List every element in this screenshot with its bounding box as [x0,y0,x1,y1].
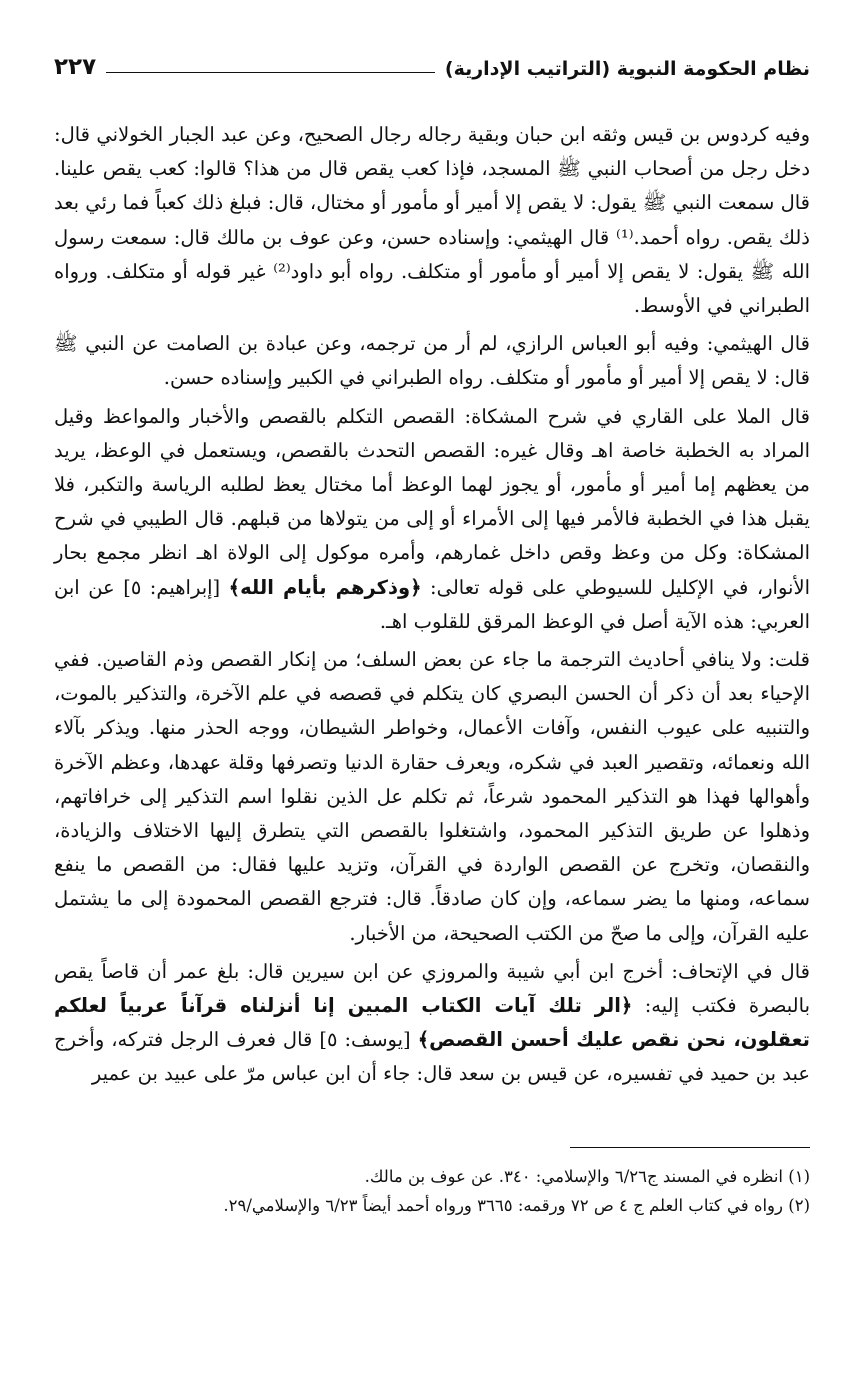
paragraph-3-text: قال الملا على القاري في شرح المشكاة: القصص التكلم بالقصص والأخبار والمواعظ وقيل المراد به الخطبة خاصة اهـ وقال غيره: القصص التحدث بالقصص، ويستعمل في الوعظ، يريد من يعظهم إما أمير أو مأمور، أو يجوز لهما الوعظ أما مختال يعظ لطلبه الرياسة والتكبر، فلا يقبل هذا في الخطبة فالأمر فيها إلى الأمراء أو إلى من يتولاها من قبلهم. قال الطيبي في شرح المشكاة: وكل من وعظ وقص داخل غمارهم، وأمره موكول إلى الولاة اهـ انظر مجمع بحار الأنوار، في الإكليل للسيوطي على قوله تعالى: [54,404,810,599]
footnote-rule [570,1147,810,1148]
quran-verse-ibrahim: ﴿وذكرهم بأيام الله﴾ [228,575,422,599]
paragraph-4: قلت: ولا ينافي أحاديث الترجمة ما جاء عن بعض السلف؛ من إنكار القصص وذم القاصين. ففي الإحياء بعد أن ذكر أن الحسن البصري كان يتكلم في قصصه في علم الآخرة، والتذكير بالموت، والتنبيه على عيوب النفس، وآفات الأعمال، وخواطر الشيطان، ووجه الحذر منها. ويذكر بآلاء الله ونعمائه، وتقصير العبد في شكره، ويعرف حقارة الدنيا وتصرفها وقلة عهدها، وعظم الآخرة وأهوالها فهذا هو التذكير المحمود شرعاً، ثم تكلم عل الذين نقلوا اسم التذكير إلى خرافاتهم، وذهلوا عن طريق التذكير المحمود، واشتغلوا بالقصص التي يتطرق إليها الاختلاف والزيادة، والنقصان، وتخرج عن القصص الواردة في القرآن، وتزيد عليها فقال: من القصص ما ينفع سماعه، ومنها ما يضر سماعه، وإن كان صادقاً. قال: فترجع القصص المحمودة إلى ما يشتمل عليه القرآن، وإلى ما صحّ من الكتب الصحيحة، من الأخبار. [54,648,810,945]
paragraph-5-text: قال في الإتحاف: أخرج ابن أبي شيبة والمروزي عن ابن سيرين قال: بلغ عمر أن قاصاً يقص بالبصرة فكتب إليه: [54,959,810,1018]
paragraph-5 [54,955,810,1092]
footnote-1: (١) انظره في المسند ج٦/٢٦ والإسلامي: ٣٤٠. عن عوف بن مالك. [364,1167,810,1186]
footnotes [54,1162,810,1220]
footnote-2: (٢) رواه في كتاب العلم ج ٤ ص ٧٢ ورقمه: ٣٦٦٥ ورواه أحمد أيضاً ٦/٢٣ والإسلامي/٢٩. [223,1196,810,1215]
paragraph-3 [54,400,810,639]
paragraph-2: قال الهيثمي: وفيه أبو العباس الرازي، لم أر من ترجمه، وعن عبادة بن الصامت عن النبي ﷺ قال: لا يقص إلا أمير أو مأمور أو متكلف. رواه الطبراني في الكبير وإسناده حسن. [54,332,810,390]
paragraph-1: وفيه كردوس بن قيس وثقه ابن حبان وبقية رجاله رجال الصحيح، وعن عبد الجبار الخولاني قال: دخل رجل من أصحاب النبي ﷺ المسجد، فإذا كعب يقص قال من هذا؟ قالوا: كعب يقص علينا. قال سمعت النبي ﷺ يقول: لا يقص إلا أمير أو مأمور أو مختال، قال: فبلغ ذلك كعباً فما رئي بعد ذلك يقص. رواه أحمد.⁽¹⁾ قال الهيثمي: وإسناده حسن، وعن عوف بن مالك قال: سمعت رسول الله ﷺ يقول: لا يقص إلا أمير أو مأمور أو متكلف. رواه أبو داود⁽²⁾ غير قوله أو متكلف. ورواه الطبراني في الأوسط. [54,123,810,318]
quran-verse-yusuf: ﴿الر تلك آيات الكتاب المبين إنا أنزلناه قرآناً عربياً لعلكم تعقلون، نحن نقص عليك أحسن القصص﴾ [54,994,810,1052]
paragraph-3-text-end: [إبراهيم: ٥] عن ابن العربي: هذه الآية أصل في الوعظ المرقق للقلوب اهـ. [54,575,810,633]
running-header [54,40,810,80]
page-number: ٢٢٧ [54,54,97,80]
header-rule [106,72,435,73]
book-title: نظام الحكومة النبوية (التراتيب الإدارية) [444,58,810,80]
paragraph-5-text-end: [يوسف: ٥] قال فعرف الرجل فتركه، وأخرج عبد بن حميد في تفسيره، عن قيس بن سعد قال: جاء أن ابن عباس مرّ على عبيد بن عمير [54,1028,810,1086]
